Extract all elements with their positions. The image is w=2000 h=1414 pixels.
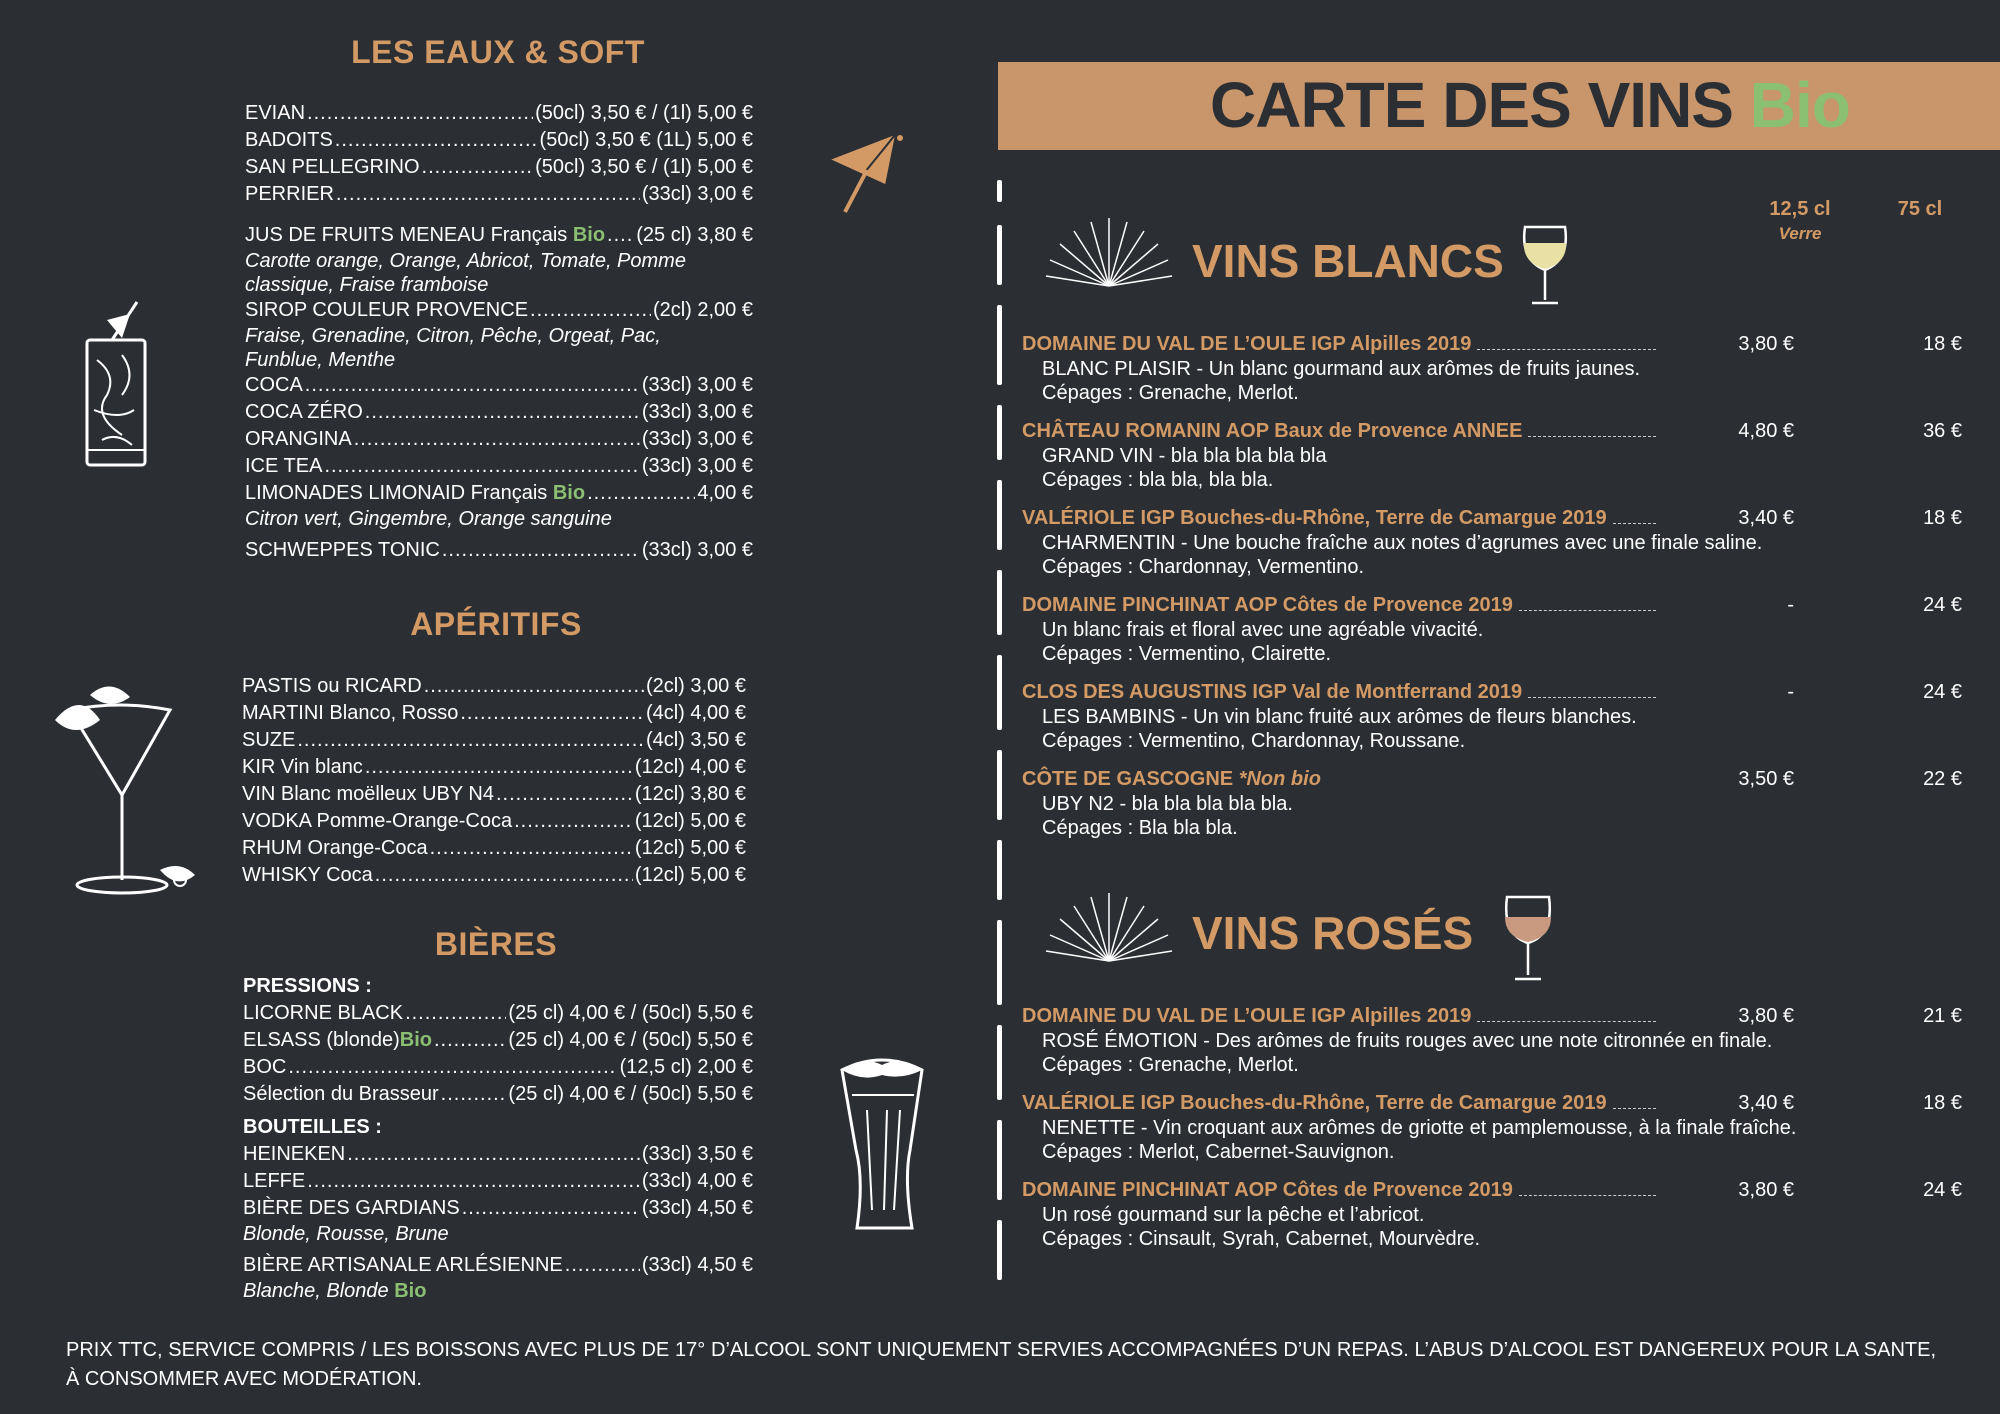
list-item — [245, 154, 753, 181]
aperitifs-list — [242, 673, 746, 889]
list-item — [242, 700, 746, 727]
item-name: JUS DE FRUITS MENEAU Français Bio — [245, 224, 606, 246]
list-item — [243, 1252, 753, 1279]
vins-blancs-title: VINS BLANCS — [1192, 235, 1504, 287]
item-name: SIROP COULEUR PROVENCE — [245, 299, 529, 321]
wine-grapes: Cépages : Bla bla bla. — [1042, 817, 1238, 839]
legal-footer: PRIX TTC, SERVICE COMPRIS / LES BOISSONS AVEC PLUS DE 17° D’ALCOOL SONT UNIQUEMENT SERVIES ACCOMPAGNÉES D’UN REPAS. L’ABUS D’ALCOOL EST DANGEREUX POUR LA SANTE, À CONSOMMER AVEC MODÉRATION. — [66, 1339, 1936, 1390]
list-item — [245, 181, 753, 208]
item-price: (4cl) 3,50 € — [645, 729, 746, 751]
item-price: (25 cl) 4,00 € / (50cl) 5,50 € — [508, 1002, 753, 1024]
bio-label: Bio — [399, 1029, 432, 1051]
item-name: BADOITS — [245, 129, 333, 151]
wine-item — [1022, 1004, 1962, 1077]
item-price: (4cl) 4,00 € — [645, 702, 746, 724]
price-verre: 3,80 € — [1738, 1005, 1794, 1027]
list-item — [245, 297, 753, 324]
item-price: (50cl) 3,50 € / (1l) 5,00 € — [535, 102, 753, 124]
wine-item — [1022, 593, 1962, 666]
item-price: (50cl) 3,50 € / (1l) 5,00 € — [535, 156, 753, 178]
bieres-list — [243, 973, 753, 1303]
aperitifs-title: APÉRITIFS — [410, 606, 582, 642]
price-bouteille: 24 € — [1923, 681, 1962, 703]
rose-wine-glass-icon — [1502, 895, 1554, 983]
list-item — [245, 453, 753, 480]
list-item — [243, 1027, 753, 1054]
wine-item — [1022, 680, 1962, 753]
list-item — [243, 1195, 753, 1222]
non-bio-note: *Non bio — [1238, 768, 1321, 790]
sunburst-icon — [1044, 218, 1174, 288]
wine-grapes: Cépages : Merlot, Cabernet-Sauvignon. — [1042, 1141, 1395, 1163]
list-item — [243, 1000, 753, 1027]
item-price: (2cl) 2,00 € — [652, 299, 753, 321]
price-verre: - — [1787, 594, 1794, 616]
price-bouteille: 22 € — [1923, 768, 1962, 790]
wine-description: Un blanc frais et floral avec une agréable vivacité. — [1042, 619, 1484, 641]
item-description: Citron vert, Gingembre, Orange sanguine — [245, 508, 612, 530]
list-item — [245, 426, 753, 453]
wine-grapes: Cépages : Cinsault, Syrah, Cabernet, Mourvèdre. — [1042, 1228, 1480, 1250]
wine-card-title: CARTE DES VINS Bio — [1210, 69, 1850, 141]
item-price: (12,5 cl) 2,00 € — [619, 1056, 753, 1078]
item-price: (33cl) 3,50 € — [641, 1143, 753, 1165]
wine-item — [1022, 506, 1962, 579]
item-name: MARTINI Blanco, Rosso — [242, 702, 459, 724]
item-name: LICORNE BLACK — [243, 1002, 404, 1024]
item-name: COCA ZÉRO — [245, 401, 363, 423]
list-item — [245, 127, 753, 154]
list-item — [243, 1054, 753, 1081]
item-price: (50cl) 3,50 € (1L) 5,00 € — [539, 129, 753, 151]
wine-description: ROSÉ ÉMOTION - Des arômes de fruits rouges avec une note citronnée en finale. — [1042, 1030, 1773, 1052]
drinks-menu — [0, 0, 990, 1320]
list-item — [242, 754, 746, 781]
item-price: (12cl) 5,00 € — [634, 864, 746, 886]
wine-grapes: Cépages : Grenache, Merlot. — [1042, 382, 1299, 404]
price-bouteille: 18 € — [1923, 1092, 1962, 1114]
list-item — [242, 781, 746, 808]
wine-name: VALÉRIOLE IGP Bouches-du-Rhône, Terre de Camargue 2019 — [1022, 1092, 1607, 1114]
item-price: (33cl) 3,00 € — [641, 428, 753, 450]
list-item — [242, 673, 746, 700]
price-bouteille: 18 € — [1923, 507, 1962, 529]
wine-grapes: Cépages : Chardonnay, Vermentino. — [1042, 556, 1365, 578]
wine-grapes: Cépages : Vermentino, Chardonnay, Roussane. — [1042, 730, 1466, 752]
item-price: (12cl) 3,80 € — [634, 783, 746, 805]
item-name: ICE TEA — [245, 455, 323, 477]
item-name: WHISKY Coca — [242, 864, 373, 886]
list-item — [243, 1168, 753, 1195]
wine-grapes: Cépages : bla bla, bla bla. — [1042, 469, 1274, 491]
item-name: KIR Vin blanc — [242, 756, 363, 778]
wine-name: DOMAINE DU VAL DE L’OULE IGP Alpilles 2019 — [1022, 333, 1472, 355]
divider — [994, 180, 1006, 1290]
item-price: (33cl) 3,00 € — [641, 455, 753, 477]
vins-blancs-list — [1022, 332, 1962, 854]
item-name: BIÈRE ARTISANALE ARLÉSIENNE — [243, 1254, 563, 1276]
item-name: COCA — [245, 374, 303, 396]
wine-item — [1022, 419, 1962, 492]
bieres-title: BIÈRES — [434, 926, 558, 962]
price-verre: 3,40 € — [1738, 1092, 1794, 1114]
price-bouteille: 21 € — [1923, 1005, 1962, 1027]
bio-label: Bio — [394, 1280, 427, 1302]
list-item — [242, 808, 746, 835]
wine-description: NENETTE - Vin croquant aux arômes de griotte et pamplemousse, à la finale fraîche. — [1042, 1117, 1797, 1139]
list-item — [242, 835, 746, 862]
item-name: ORANGINA — [245, 428, 352, 450]
item-price: (33cl) 3,00 € — [641, 183, 753, 205]
item-name: LEFFE — [243, 1170, 306, 1192]
price-verre: 3,40 € — [1738, 507, 1794, 529]
list-item — [243, 1081, 753, 1108]
eaux-soft-title: LES EAUX & SOFT — [351, 34, 645, 70]
item-price: 4,00 € — [697, 482, 753, 504]
item-name: BOC — [243, 1056, 287, 1078]
item-name: PERRIER — [245, 183, 334, 205]
sunburst-icon — [1044, 893, 1174, 963]
item-price: (33cl) 4,50 € — [641, 1254, 753, 1276]
item-price: (25 cl) 4,00 € / (50cl) 5,50 € — [508, 1029, 753, 1051]
pressions-label: PRESSIONS : — [243, 975, 372, 997]
umbrella-icon — [825, 130, 915, 215]
price-verre: - — [1787, 681, 1794, 703]
price-verre: 4,80 € — [1738, 420, 1794, 442]
wine-description: BLANC PLAISIR - Un blanc gourmand aux arômes de fruits jaunes. — [1042, 358, 1641, 380]
item-name: BIÈRE DES GARDIANS — [243, 1197, 460, 1219]
item-price: (12cl) 5,00 € — [634, 837, 746, 859]
item-price: (12cl) 4,00 € — [634, 756, 746, 778]
item-price: (25 cl) 4,00 € / (50cl) 5,50 € — [508, 1083, 753, 1105]
col-bouteille-header: 75 cl — [1897, 198, 1943, 220]
wine-grapes: Cépages : Grenache, Merlot. — [1042, 1054, 1299, 1076]
cocktail-glass-icon — [82, 300, 152, 470]
wine-item — [1022, 1178, 1962, 1251]
item-price: (33cl) 4,50 € — [641, 1197, 753, 1219]
wine-name: CLOS DES AUGUSTINS IGP Val de Montferrand 2019 — [1022, 681, 1523, 703]
eaux-soft-list — [245, 100, 753, 564]
item-name: SAN PELLEGRINO — [245, 156, 420, 178]
wine-item — [1022, 1091, 1962, 1164]
item-name: SCHWEPPES TONIC — [245, 539, 440, 561]
wine-name: DOMAINE PINCHINAT AOP Côtes de Provence 2019 — [1022, 1179, 1513, 1201]
item-description: Fraise, Grenadine, Citron, Pêche, Orgeat, Pac, Funblue, Menthe — [245, 325, 661, 371]
price-verre: 3,50 € — [1738, 768, 1794, 790]
wine-description: LES BAMBINS - Un vin blanc fruité aux arômes de fleurs blanches. — [1042, 706, 1637, 728]
vins-roses-list — [1022, 1004, 1962, 1265]
beer-glass-icon — [832, 1050, 932, 1235]
item-price: (33cl) 3,00 € — [641, 539, 753, 561]
col-verre-header: 12,5 cl — [1769, 198, 1831, 220]
price-bouteille: 36 € — [1923, 420, 1962, 442]
wine-description: GRAND VIN - bla bla bla bla bla — [1042, 445, 1327, 467]
item-name: RHUM Orange-Coca — [242, 837, 428, 859]
wine-name: CÔTE DE GASCOGNE *Non bio — [1022, 768, 1321, 790]
list-item — [245, 372, 753, 399]
list-item — [245, 480, 753, 507]
wine-item — [1022, 767, 1962, 840]
item-name: ELSASS (blonde)Bio — [243, 1029, 432, 1051]
wine-description: CHARMENTIN - Une bouche fraîche aux notes d’agrumes avec une finale saline. — [1042, 532, 1763, 554]
list-item — [242, 862, 746, 889]
vins-roses-title: VINS ROSÉS — [1192, 907, 1474, 959]
item-name: PASTIS ou RICARD — [242, 675, 422, 697]
item-name: HEINEKEN — [243, 1143, 346, 1165]
bio-label: Bio — [1749, 69, 1850, 141]
item-price: (2cl) 3,00 € — [645, 675, 746, 697]
price-bouteille: 18 € — [1923, 333, 1962, 355]
price-bouteille: 24 € — [1923, 1179, 1962, 1201]
bio-label: Bio — [572, 224, 606, 246]
item-name: Sélection du Brasseur — [243, 1083, 439, 1105]
item-price: (33cl) 4,00 € — [641, 1170, 753, 1192]
item-name: LIMONADES LIMONAID Français Bio — [245, 482, 586, 504]
item-price: (33cl) 3,00 € — [641, 401, 753, 423]
item-name: VIN Blanc moëlleux UBY N4 — [242, 783, 494, 805]
col-verre-sub: Verre — [1778, 224, 1822, 243]
list-item — [245, 222, 753, 249]
item-price: (25 cl) 3,80 € — [636, 224, 753, 246]
wine-description: Un rosé gourmand sur la pêche et l’abricot. — [1042, 1204, 1425, 1226]
list-item — [245, 537, 753, 564]
white-wine-glass-icon — [1520, 225, 1570, 307]
wine-name: DOMAINE DU VAL DE L’OULE IGP Alpilles 2019 — [1022, 1005, 1472, 1027]
item-name: EVIAN — [245, 102, 306, 124]
list-item — [245, 100, 753, 127]
list-item — [242, 727, 746, 754]
item-price: (33cl) 3,00 € — [641, 374, 753, 396]
martini-icon — [50, 680, 200, 915]
wine-name: CHÂTEAU ROMANIN AOP Baux de Provence ANNEE — [1022, 420, 1523, 442]
bio-label: Bio — [552, 482, 586, 504]
wine-name: DOMAINE PINCHINAT AOP Côtes de Provence 2019 — [1022, 594, 1513, 616]
bouteilles-label: BOUTEILLES : — [243, 1116, 382, 1138]
item-description: Carotte orange, Orange, Abricot, Tomate, Pomme classique, Fraise framboise — [245, 250, 686, 296]
price-bouteille: 24 € — [1923, 594, 1962, 616]
list-item — [245, 399, 753, 426]
item-name: VODKA Pomme-Orange-Coca — [242, 810, 513, 832]
item-price: (12cl) 5,00 € — [634, 810, 746, 832]
item-name: SUZE — [242, 729, 296, 751]
price-verre: 3,80 € — [1738, 1179, 1794, 1201]
item-description: Blanche, Blonde Bio — [243, 1280, 427, 1302]
wine-description: UBY N2 - bla bla bla bla bla. — [1042, 793, 1293, 815]
price-verre: 3,80 € — [1738, 333, 1794, 355]
item-description: Blonde, Rousse, Brune — [243, 1223, 449, 1245]
wine-grapes: Cépages : Vermentino, Clairette. — [1042, 643, 1332, 665]
list-item — [243, 1141, 753, 1168]
wine-name: VALÉRIOLE IGP Bouches-du-Rhône, Terre de Camargue 2019 — [1022, 507, 1607, 529]
wine-item — [1022, 332, 1962, 405]
